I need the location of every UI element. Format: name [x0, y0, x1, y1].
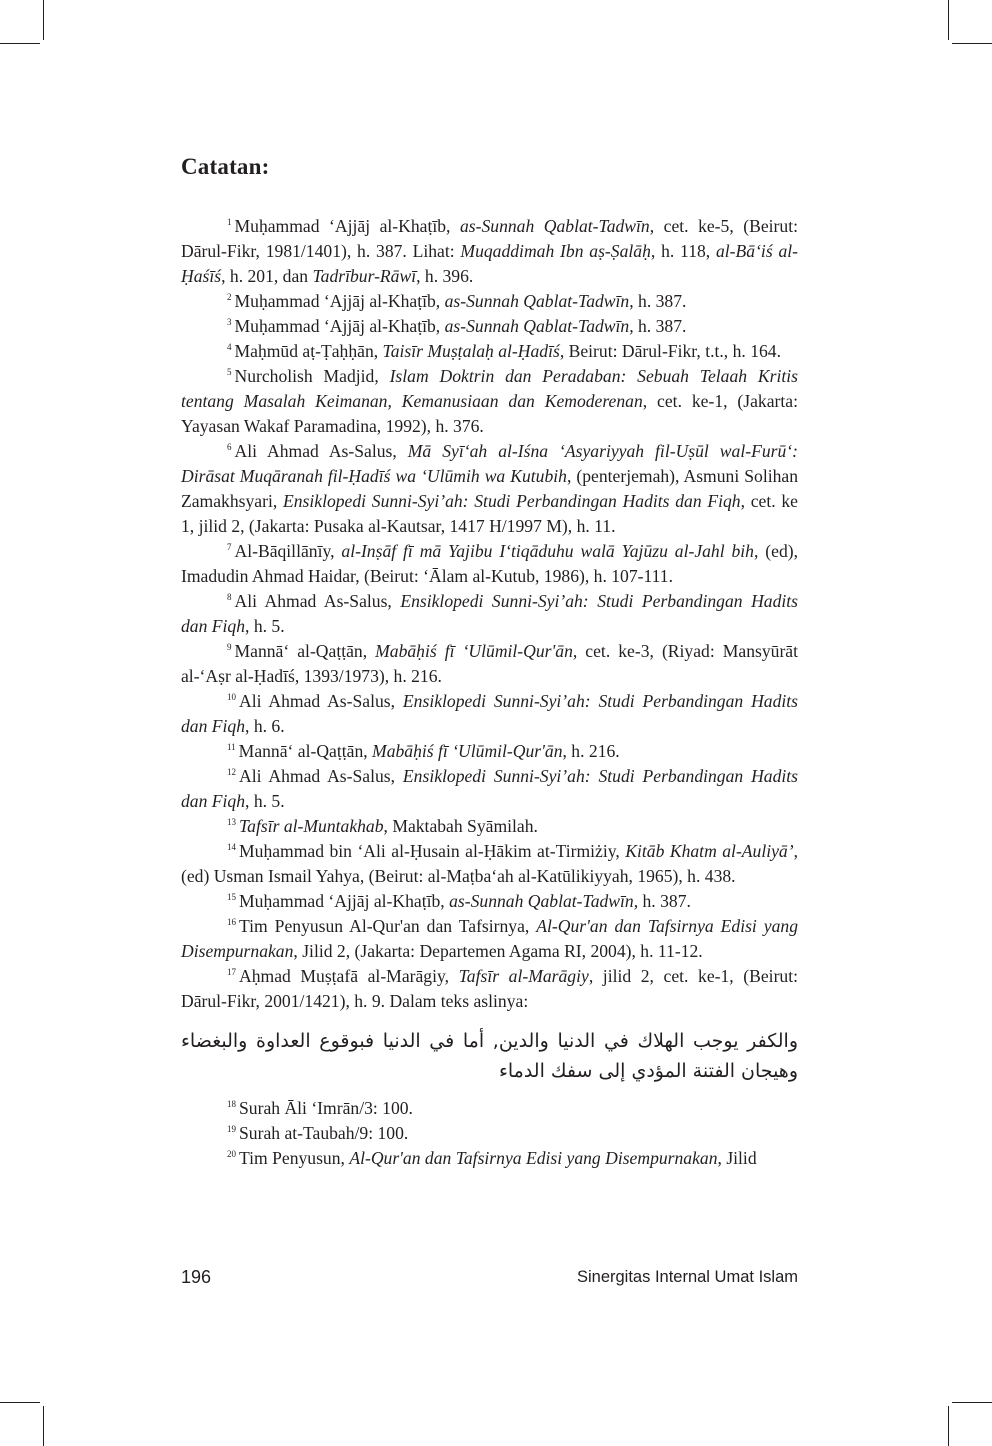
endnote-text: , h. 216. [562, 741, 620, 761]
endnote-text: Ali Ahmad As-Salus, [234, 591, 401, 611]
endnote-number: 14 [227, 842, 236, 852]
endnote-16 [181, 914, 798, 964]
endnote-text: Ali Ahmad As-Salus, [239, 766, 403, 786]
page-number: 196 [181, 1267, 212, 1287]
endnote-number: 9 [227, 642, 232, 652]
endnote-number: 5 [227, 367, 232, 377]
endnote-number: 17 [227, 967, 236, 977]
endnote-18 [181, 1096, 798, 1121]
endnote-text: Muḥammad ‘Ajjāj al-Khaṭīb, [234, 216, 460, 236]
endnote-19 [181, 1121, 798, 1146]
endnote-title: as-Sunnah Qablat-Tadwīn [459, 216, 650, 236]
endnote-text: , Beirut: Dārul-Fikr, t.t., h. 164. [559, 341, 781, 361]
crop-mark [948, 1406, 949, 1446]
endnote-text: , h. 5. [245, 616, 285, 636]
endnote-4 [181, 339, 798, 364]
endnote-text: , h. 118, [650, 241, 716, 261]
endnote-list [181, 1096, 798, 1171]
endnote-text: , Jilid 2, (Jakarta: Departemen Agama RI, 2004), h. 11-12. [293, 941, 703, 961]
crop-mark [952, 1402, 992, 1403]
endnote-text: Surah at-Taubah/9: 100. [239, 1123, 409, 1143]
endnote-text: , cet. ke-3, (Riyad: Mansyūrāt al-‘Aṣr al-Ḥadīś, 1393/1973), h. 216. [181, 641, 798, 686]
endnote-number: 13 [227, 817, 236, 827]
crop-mark [43, 1406, 44, 1446]
endnote-text: Muḥammad ‘Ajjāj al-Khaṭīb, [239, 891, 450, 911]
endnote-title: Taisīr Muṣṭalaḥ al-Ḥadīś [382, 341, 560, 361]
crop-mark [0, 43, 40, 44]
endnote-number: 2 [227, 292, 232, 302]
endnote-text: , (ed), Imadudin Ahmad Haidar, (Beirut: ‘Ālam al-Kutub, 1986), h. 107-111. [181, 541, 798, 586]
endnote-title: Tafsīr al-Marāgiy [458, 966, 589, 986]
endnote-text: , Jilid [717, 1148, 757, 1168]
endnote-text: , h. 201, dan [221, 266, 313, 286]
endnote-title: Muqaddimah Ibn aṣ-Ṣalāḥ [460, 241, 651, 261]
endnote-text: , h. 5. [245, 791, 285, 811]
endnote-title: as-Sunnah Qablat-Tadwīn, [444, 316, 634, 336]
endnote-text: h. 387. [638, 891, 691, 911]
endnote-title: Islam Doktrin dan Peradaban: Sebuah Telaah Kritis tentang Masalah Keimanan, Kemanusiaan dan Kemoderenan [181, 366, 798, 411]
crop-mark [43, 0, 44, 40]
endnote-text: Muḥammad ‘Ajjāj al-Khaṭīb, [234, 291, 445, 311]
endnote-7 [181, 539, 798, 589]
endnote-list [181, 214, 798, 1014]
endnote-number: 8 [227, 592, 232, 602]
endnote-text: , Maktabah Syāmilah. [383, 816, 538, 836]
endnote-10 [181, 689, 798, 739]
endnote-number: 19 [227, 1124, 236, 1134]
endnote-12 [181, 764, 798, 814]
endnote-title: as-Sunnah Qablat-Tadwīn, [449, 891, 639, 911]
endnote-title: Ensiklopedi Sunni-Syi’ah: Studi Perbandingan Hadits dan Fiqh [181, 766, 799, 811]
endnote-text: Tim Penyusun, [239, 1148, 350, 1168]
endnote-number: 11 [227, 742, 236, 752]
endnote-number: 10 [227, 692, 236, 702]
crop-mark [952, 43, 992, 44]
endnote-5 [181, 364, 798, 439]
endnote-2 [181, 289, 798, 314]
endnote-title: Mabāḥiś fī ‘Ulūmil-Qur'ān [375, 641, 573, 661]
endnote-text: Muḥammad bin ‘Ali al-Ḥusain al-Ḥākim at-Tirmiżiy, [239, 841, 626, 861]
endnote-9 [181, 639, 798, 689]
endnote-title: al-Inṣāf fī mā Yajibu I‘tiqāduhu walā Yajūzu al-Jahl bih [341, 541, 754, 561]
endnote-text: , h. 387. [629, 291, 687, 311]
endnote-number: 1 [227, 217, 232, 227]
endnote-3 [181, 314, 798, 339]
endnote-text: Al-Bāqillānīy, [234, 541, 342, 561]
endnote-number: 20 [227, 1149, 236, 1159]
endnote-17 [181, 964, 798, 1014]
endnote-title: Kitāb Khatm al-Auliyā’ [625, 841, 794, 861]
endnote-title: Tadrībur-Rāwī [312, 266, 417, 286]
endnote-text: Mannā‘ al-Qaṭṭān, [234, 641, 376, 661]
page-heading: Catatan: [181, 154, 270, 179]
endnote-text: , cet. ke-1, (Jakarta: Yayasan Wakaf Paramadina, 1992), h. 376. [181, 391, 798, 436]
endnote-text: , (penterjemah), Asmuni Solihan Zamakhsyari, [181, 466, 798, 511]
endnote-text: , cet. ke 1, jilid 2, (Jakarta: Pusaka al-Kautsar, 1417 H/1997 M), h. 11. [181, 491, 798, 536]
endnote-text: Surah Āli ‘Imrān/3: 100. [239, 1098, 413, 1118]
arabic-quote: والكفر يوجب الهلاك في الدنيا والدين, أما في الدنيا فبوقوع العداوة والبغضاء وهيجان الفتنة المؤدي إلى سفك الدماء [181, 1030, 798, 1082]
endnote-title: Ensiklopedi Sunni-Syi’ah: Studi Perbandingan Hadits dan Fiqh [181, 691, 799, 736]
endnote-text: Nurcholish Madjid, [234, 366, 390, 386]
endnotes [181, 214, 798, 1171]
endnote-number: 16 [227, 917, 236, 927]
endnote-text: , (ed) Usman Ismail Yahya, (Beirut: al-Maṭba‘ah al-Katūlikiyyah, 1965), h. 438. [181, 841, 798, 886]
endnote-11 [181, 739, 798, 764]
endnote-number: 15 [227, 892, 236, 902]
endnote-number: 18 [227, 1099, 236, 1109]
endnote-number: 3 [227, 317, 232, 327]
crop-mark [0, 1402, 40, 1403]
endnote-title: Mā Syī‘ah al-Iśna ‘Asyariyyah fil-Uṣūl wal-Furū‘: Dirāsat Muqāranah fil-Ḥadīś wa ‘Ulūmih wa Kutubih [181, 441, 798, 486]
endnote-title: Al-Qur'an dan Tafsirnya Edisi yang Disempurnakan [181, 916, 798, 961]
endnote-text: Aḥmad Muṣṭafā al-Marāgiy, [239, 966, 459, 986]
endnote-title: Tafsīr al-Muntakhab [239, 816, 384, 836]
endnote-text: , jilid 2, cet. ke-1, (Beirut: Dārul-Fikr, 2001/1421), h. 9. Dalam teks aslinya: [181, 966, 798, 1011]
endnote-title: as-Sunnah Qablat-Tadwīn [444, 291, 630, 311]
endnote-text: Mannā‘ al-Qaṭṭān, [238, 741, 373, 761]
endnote-number: 6 [227, 442, 232, 452]
endnote-title: Al-Qur'an dan Tafsirnya Edisi yang Disempurnakan [349, 1148, 718, 1168]
endnote-text: h. 387. [633, 316, 687, 336]
endnote-title: Mabāḥiś fī ‘Ulūmil-Qur'ān [372, 741, 563, 761]
endnote-text: Muḥammad ‘Ajjāj al-Khaṭīb, [234, 316, 445, 336]
endnote-15 [181, 889, 798, 914]
endnote-13 [181, 814, 798, 839]
endnote-text: , h. 396. [416, 266, 474, 286]
endnote-14 [181, 839, 798, 889]
running-footer-title: Sinergitas Internal Umat Islam [576, 1268, 798, 1286]
endnote-text: , h. 6. [245, 716, 285, 736]
endnote-text: Tim Penyusun Al-Qur'an dan Tafsirnya, [239, 916, 537, 936]
endnote-6 [181, 439, 798, 539]
endnote-title: al-Bā‘iś al-Ḥaśīś [181, 241, 799, 286]
endnote-title: Ensiklopedi Sunni-Syi’ah: Studi Perbandingan Hadits dan Fiqh [282, 491, 741, 511]
endnote-1 [181, 214, 798, 289]
endnote-text: Ali Ahmad As-Salus, [234, 441, 408, 461]
endnote-20 [181, 1146, 798, 1171]
endnote-8 [181, 589, 798, 639]
endnote-number: 4 [227, 342, 232, 352]
endnote-text: Maḥmūd aṭ-Ṭaḥḥān, [234, 341, 383, 361]
endnote-number: 7 [227, 542, 232, 552]
endnote-text: , cet. ke-5, (Beirut: Dārul-Fikr, 1981/1401), h. 387. Lihat: [181, 216, 798, 261]
endnote-text: Ali Ahmad As-Salus, [239, 691, 403, 711]
endnote-number: 12 [227, 767, 236, 777]
crop-mark [948, 0, 949, 40]
endnote-title: Ensiklopedi Sunni-Syi’ah: Studi Perbandingan Hadits dan Fiqh [181, 591, 798, 636]
